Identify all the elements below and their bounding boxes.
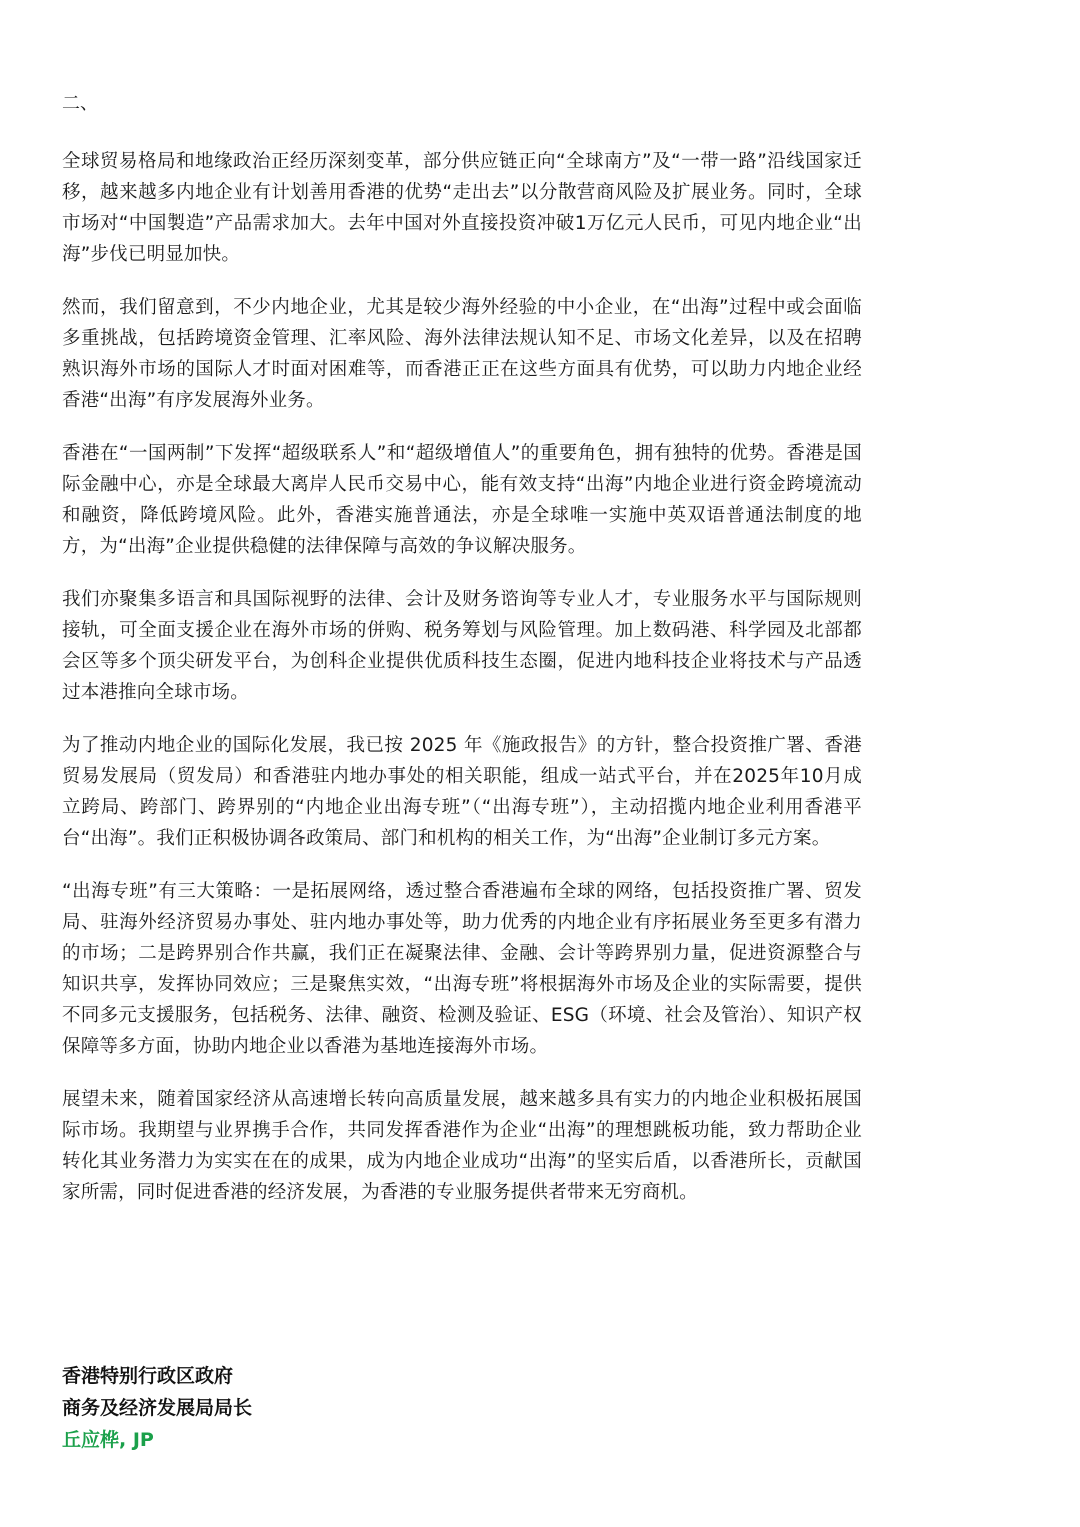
signature-name: 丘应桦, JP [62,1429,154,1451]
paragraph-5: 为了推动内地企业的国际化发展，我已按 2025 年《施政报告》的方针，整合投资推广署、香港贸易发展局（贸发局）和香港驻内地办事处的相关职能，组成一站式平台，并在2025年10月成立跨局、跨部门、跨界别的“内地企业出海专班”（“出海专班”），主动招揽内地企业利用香港平台“出海”。我们正积极协调各政策局、部门和机构的相关工作，为“出海”企业制订多元方案。 [62,735,862,849]
paragraph-1: 全球贸易格局和地缘政治正经历深刻变革，部分供应链正向“全球南方”及“一带一路”沿线国家迁移，越来越多内地企业有计划善用香港的优势“走出去”以分散营商风险及扩展业务。同时，全球市场对“中国製造”产品需求加大。去年中国对外直接投资冲破1万亿元人民币，可见内地企业“出海”步伐已明显加快。 [62,151,862,265]
signature-block [62,1360,252,1456]
signature-organization: 香港特别行政区政府 [62,1365,234,1387]
paragraph-2: 然而，我们留意到，不少内地企业，尤其是较少海外经验的中小企业，在“出海”过程中或会面临多重挑战，包括跨境资金管理、汇率风险、海外法律法规认知不足、市场文化差异，以及在招聘熟识海外市场的国际人才时面对困难等，而香港正正在这些方面具有优势，可以助力内地企业经香港“出海”有序发展海外业务。 [62,297,862,411]
section-number: 二、 [62,93,98,114]
paragraph-4: 我们亦聚集多语言和具国际视野的法律、会计及财务谘询等专业人才，专业服务水平与国际规则接轨，可全面支援企业在海外市场的併购、税务筹划与风险管理。加上数码港、科学园及北部都会区等多个顶尖研发平台，为创科企业提供优质科技生态圈，促进内地科技企业将技术与产品透过本港推向全球市场。 [62,589,862,703]
signature-title: 商务及经济发展局局长 [62,1397,253,1419]
paragraph-3: 香港在“一国两制”下发挥“超级联系人”和“超级增值人”的重要角色，拥有独特的优势。香港是国际金融中心，亦是全球最大离岸人民币交易中心，能有效支持“出海”内地企业进行资金跨境流动和融资，降低跨境风险。此外，香港实施普通法，亦是全球唯一实施中英双语普通法制度的地方，为“出海”企业提供稳健的法律保障与高效的争议解决服务。 [62,443,862,557]
paragraph-6: “出海专班”有三大策略：一是拓展网络，透过整合香港遍布全球的网络，包括投资推广署、贸发局、驻海外经济贸易办事处、驻内地办事处等，助力优秀的内地企业有序拓展业务至更多有潜力的市场；二是跨界别合作共赢，我们正在凝聚法律、金融、会计等跨界别力量，促进资源整合与知识共享，发挥协同效应；三是聚焦实效，“出海专班”将根据海外市场及企业的实际需要，提供不同多元支援服务，包括税务、法律、融资、检测及验证、ESG（环境、社会及管治）、知识产权保障等多方面，协助内地企业以香港为基地连接海外市场。 [62,881,862,1057]
document-body [62,92,862,1230]
paragraph-7: 展望未来，随着国家经济从高速增长转向高质量发展，越来越多具有实力的内地企业积极拓展国际市场。我期望与业界携手合作，共同发挥香港作为企业“出海”的理想跳板功能，致力帮助企业转化其业务潜力为实实在在的成果，成为内地企业成功“出海”的坚实后盾，以香港所长，贡献国家所需，同时促进香港的经济发展，为香港的专业服务提供者带来无穷商机。 [62,1089,862,1203]
